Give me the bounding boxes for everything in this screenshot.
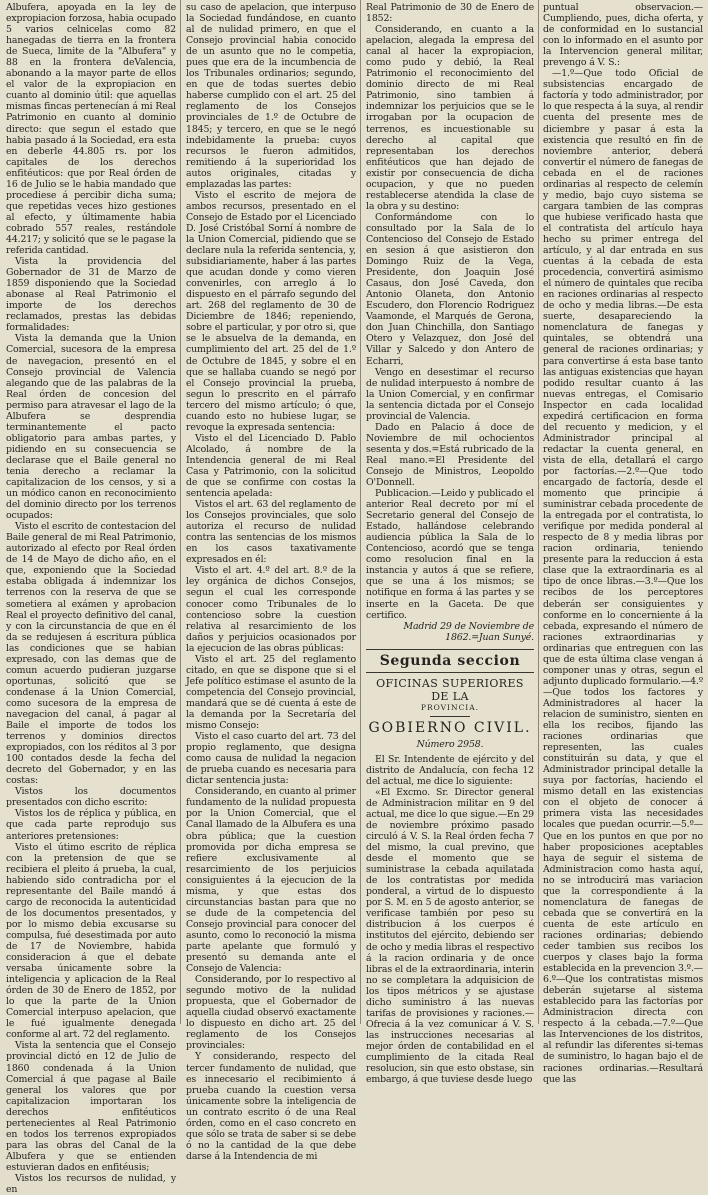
text-column-3 — [366, 2, 534, 1086]
province-label: PROVINCIA. — [420, 702, 480, 712]
paragraph: Visto el escrito de contestacion del Baile general de mi Real Patrimonio, autorizado al efecto por Real órden de 14 de Mayo de dicho año, en el que, exponiendo que la Sociedad estaba obligada á indemnizar los terrenos con la reserva de que se sometiera al exámen y aprobacion Real el proyecto definitivo del canal, y con la circunstancia de que en él da se redujesen á escritura pública las condiciones que se habian expresado, con las demas que de comun acuerdo pudieran juzgarse oportunas, solicitó que se condenase á la Union Comercial, como sucesora de la empresa de navegacion del canal, á pagar al Baile el importe de todos los terrenos y dominios directos expropiados, con los réditos al 3 por 100 contados desde la fecha del decreto del Gobernador, y en las costas: — [6, 521, 176, 787]
paragraph: puntual observacion.—Cumpliendo, pues, dicha oferta, y de conformidad en lo sustancial con lo informado en el asunto por la Intervencion general militar, prevengo á V. S.: — [543, 2, 703, 69]
paragraph: Vistos los documentos presentados con dicho escrito: — [6, 786, 176, 809]
paragraph: Vista la sentencia que el Consejo provincial dictó en 12 de Julio de 1860 condenada á la Union Comercial á que pagase al Baile general los valores que por capitalizacion importaran los derechos enfitéuticos pertenecientes al Real Patrimonio en todos los terrenos expropiados para las obras del Canal de la Albufera y que se entienden estuvieran dados en enfitéusis; — [6, 1040, 176, 1173]
paragraph: Visto el art. 25 del reglamento citado, en que se dispone que si el Jefe político estimase el asunto de la competencia del Consejo provincial, mandará que se dé cuenta á este de la demanda por la Secretaría del mismo Consejo: — [186, 653, 356, 732]
paragraph: Vistos los de réplica y pública, en que cada parte reprodujo sus anteriores pretensiones: — [6, 808, 176, 842]
paragraph: Publicacion.—Leido y publicado el anterior Real decreto por mí el Secretario general del Consejo de Estado, hallándose celebrando audiencia pública la Sala de lo Contencioso, acordó que se tenga como resolucion final en la instancia y autos á que se refiere, que se una á los mismos; se notifique en forma á las partes y se inserte en la Gaceta. De que certifico. — [366, 488, 534, 621]
paragraph: Vengo en desestimar el recurso de nulidad interpuesto á nombre de la Union Comercial, y en confirmar la sentencia dictada por el Consejo provincial de Valencia. — [366, 366, 534, 422]
column-divider — [180, 0, 181, 1024]
paragraph: Conformándome con lo consultado por la Sala de lo Contencioso del Consejo de Estado en sesion á que asistieron don Domingo Ruiz de la Vega, Presidente, don Joaquin José Casaus, don José Caveda, don Antonio Olaneta, don Antonio Escudero, don Florencio Rodriguez Vaamonde, el Marqués de Gerona, don Juan Chinchilla, don Santiago Otero y Velazquez, don José del Villar y Salcedo y don Antero de Echarri, — [366, 211, 534, 367]
paragraph: Considerando, en cuanto al primer fundamento de la nulidad propuesta por la Union Comercial, que el Canal llamado de la Albufera es una obra pública; que la cuestion promovida por dicha empresa se refiere exclusivamente al resarcimiento de los perjuicios consiguientes á la ejecucion de la misma, y que estas dos circunstancias bastan para que no se dude de la competencia del Consejo provincial para conocer del asunto, como lo reconoció la misma parte apelante que formuló y presentó su demanda ante el Consejo de Valencia: — [186, 786, 356, 975]
paragraph: Dado en Palacio á doce de Noviembre de mil ochocientos sesenta y dos.=Está rubricado de la Real mano.=El Presidente del Consejo de Ministros, Leopoldo O'Donnell. — [366, 421, 534, 489]
office-heading: OFICINAS SUPERIORES DE LA — [376, 676, 524, 703]
paragraph: «El Excmo. Sr. Director general de Administracion militar en 9 del actual, me dice lo que sigue.—En 29 de noviembre próximo pasado circuló á V. S. la Real órden fecha 7 del mismo, la cual previno, que desde el momento que se suministrase la cebada aquilatada de los contratistas por medida ponderal, a virtud de lo dispuesto por S. M. en 5 de agosto anterior, se verificase también por peso su distribucion á los cuerpos é institutos del ejército, debiendo ser de ocho y media libras el respectivo á la racion ordinaria y de once libras el de la extraordinaria, interin no se completara la adquisicion de los tipos métricos y se ajustase dicho suministro á las nuevas tarifas de provisiones y raciones.—Ofrecia á la vez comunicar á V. S. las instrucciones necesarias al mejor órden de contabilidad en el cumplimiento de la citada Real resolucion, sin que esto obstase, sin embargo, á que tuviese desde luego — [366, 786, 534, 1086]
paragraph: Visto el útimo escrito de réplica con la pretension de que se recibiera el pleito á prueba, la cual, habiendo sido contradicha por el representante del Baile mandó á cargo de reconocida la autenticidad de los documentos presentados, y por lo mismo debia excusarse su compulsa, fué desestimada por auto de 17 de Noviembre, habida consideracion á que el debate versaba únicamente sobre la inteligencia y aplicacion de la Real órden de 30 de Enero de 1852, por lo que la parte de la Union Comercial interpuso apelacion, que le fué igualmente denegada conforme al art. 72 del reglamento. — [6, 841, 176, 1041]
notice-number: Número 2958. — [416, 738, 484, 750]
text-column-4 — [543, 2, 703, 1085]
column-divider — [538, 0, 539, 1024]
section-heading: Segunda seccion — [366, 649, 534, 673]
signature-line: Madrid 29 de Noviembre de 1862.=Juan Sunyé. — [403, 620, 534, 643]
paragraph: Y considerando, respecto del tercer fundamento de nulidad, que es innecesario el recibimiento á prueba cuando la cuestion versa únicamente sobre la inteligencia de un contrato escrito ó de una Real órden, como en el caso concreto en que sólo se trata de saber si se debe ó no la cantidad de la que debe darse á la Intendencia de mi — [186, 1051, 356, 1162]
paragraph: Considerando, en cuanto a la apelacion, alegada la empresa del canal al hacer la expropiacion, como pudo y debió, la Real Patrimonio el reconocimiento del dominio directo de mi Real Patrimonio, sino tambien á indemnizar los perjuicios que se le irrogaban por la ocupacion de terrenos, es incuestionable su derecho al capital que representaban los derechos enfitéuticos que han dejado de existir por consecuencia de dicha ocupacion, y que no pueden restablecerse atendida la clase de la obra y su destino: — [366, 24, 534, 212]
paragraph: Albufera, apoyada en la ley de expropiacion forzosa, habia ocupado 5 varios celnicelas como 82 hanegadas de tierra en la frontera de Sueca, limite de la "Albufera" y 88 en la frontera deValencia, abonando a la mayor parte de ellos el valor de la expropiacion en cuanto al dominio útil: que aquellas mismas fincas pertenecían á mi Real Patrimonio en cuanto al dominio directo: que segun el estado que habia pasado á la Sociedad, era esta en deberle 44.805 rs. por los capitales de los derechos enfitéuticos: que por Real órden de 16 de Julio se le habia mandado que procediese á percibir dicha suma; que repetidas veces hizo gestiones al efecto, y últimamente habia cobrado 557 reales, restándole 44.217; y solicitó que se le pagase la referida cantidad. — [6, 2, 176, 257]
paragraph: —1.º—Que todo Oficial de subsistencias encargado de factoría y todo administrador, por lo que respecta á la suya, al rendir cuenta del presente mes de diciembre y pasar á esta la existencia que resultó en fin de noviembre anterior, deberá convertir el número de fanegas de cebada en el de raciones ordinarias al respecto de celemín y medio, bajo cuyo sistema se cargara tambien de las compras que hubiese verificado hasta que el contratista del artículo haya hecho su primer entrega del artículo, y al dar entrada en sus cuentas á la cebada de esta procedencia, convertirá asimismo el número de quintales que reciba en raciones ordinarias al respecto de ocho y media libras.—De esta suerte, desapareciendo la nomenclatura de fanegas y quintales, se obtendrá una general de raciones ordinarias; y para convertirse á esta base tanto las antiguas existencias que hayan podido resultar cuanto á las nuevas entregas, el Comisario Inspector en cada localidad expedirá certificacion en forma del recuento y medicion, y el Administrador principal al redactar la cuenta general, en vista de ella, detallará el cargo por factorías.—2.º—Que todo encargado de factoría, desde el momento que principie á suministrar cebada procedente de la entregada por el contratista, lo verifique por medida ponderal al respecto de 8 y media libras por racion ordinaria, teniendo presente para la reduccion á esta clase que la extraordinaria es al tipo de once libras.—3.º—Que los recibos de los perceptores deberán ser consiguientes y conforme en lo concerniente á la cebada, expresando el número de raciones extraordinarias y ordinarias que entreguen con las que de esta última clase vengan á componer unas y otras, segun el adjunto duplicado formulario.—4.º—Que todos los factores y Administradores al hacer la relacion de suministro, sienten en ella los recibos, fijando las raciones ordinarias que representen, las cuales constituirán su data, y que el Administrador principal detalle la suya por factorías, haciendo el mismo detall en las existencias con el objeto de conocer á primera vista las necesidades locales que puedan ocurrir.—5.º—Que en los puntos en que por no haber proposiciones aceptables haya de seguir el sistema de Administracion como hasta aquí, no se introducirá mas variacion que la correspondiente á la nomenclatura de fanegas de cebada que se convertirá en la cuenta de este artículo en raciones ordinarias; debiendo ceder tambien sus recibos los cuerpos y clases bajo la forma establecida en la prevencion 3.º.—6.º—Que los contratistas mismos deberán sujetarse al sistema establecido para las factorías por Administracion directa con respecto á la cebada.—7.º—Que las Intervenciones de los distritos, al refundir las diferentes si-temas de suministro, lo hagan bajo el de raciones ordinarias.—Resultará que las — [543, 68, 703, 1085]
divider — [430, 716, 470, 717]
text-column-2 — [186, 2, 356, 1162]
paragraph: Visto el caso cuarto del art. 73 del propio reglamento, que designa como causa de nulidad la negacion de prueba cuando es necesaria para dictar sentencia justa: — [186, 731, 356, 787]
paragraph: Vista la demanda que la Union Comercial, sucesora de la empresa de navegacion, presentó en el Consejo provincial de Valencia alegando que de las palabras de la Real órden de concesion del permiso para atravesar el lago de la Albufera se desprendia terminantemente el pacto obligatorio para ambas partes, y pidiendo en su consecuencia se declarase que el Baile general no tenia derecho a reclamar la capitalizacion de los censos, y si a un módico canon en reconocimiento del dominio directo por los terrenos ocupados: — [6, 333, 176, 522]
paragraph: Visto el art. 4.º del art. 8.º de la ley orgánica de dichos Consejos, segun el cual les corresponde conocer como Tribunales de lo contencioso sobre la cuestion relativa al resarcimiento de los daños y perjuicios ocasionados por la ejecucion de las obras públicas: — [186, 565, 356, 654]
paragraph: Visto el del Licenciado D. Pablo Alcolado, á nombre de la Intendencia general de mi Real Casa y Patrimonio, con la solicitud de que se confirme con costas la sentencia apelada: — [186, 432, 356, 500]
paragraph: El Sr. Intendente de ejército y del distrito de Andalucía, con fecha 12 del actual, me dice lo siguiente: — [366, 753, 534, 787]
paragraph: Visto el escrito de mejora de ambos recursos, presentado en el Consejo de Estado por el Licenciado D. José Cristóbal Sorní á nombre de la Union Comercial, pidiendo que se declare nula la referida sentencia, y, subsidiariamente, haber á las partes que acudan donde y como vieren convenirles, con arreglo á lo dispuesto en el párrafo segundo del art. 268 del reglamento de 30 de Diciembre de 1846; repeniendo, sobre el particular, y por otro si, que se le absuelva de la demanda, en cumplimiento del art. 25 del de 1.º de Octubre de 1845, y sobre el en que se hallaba cuando se negó por el Consejo provincial la prueba, segun lo prescrito en el párrafo tercero del mismo artículo; ó que, cuando esto no hubiese lugar, se revoque la expresada sentencia: — [186, 189, 356, 433]
paragraph: Vista la providencia del Gobernador de 31 de Marzo de 1859 disponiendo que la Sociedad abonase al Real Patrimonio el importe de los derechos reclamados, prestas las debidas formalidades: — [6, 256, 176, 334]
paragraph: Considerando, por lo respectivo al segundo motivo de la nulidad propuesta, que el Gobernador de aquella ciudad observó exactamente lo dispuesto en dicho art. 25 del reglamento de los Consejos provinciales: — [186, 974, 356, 1052]
paragraph: Vistos los recursos de nulidad, y en — [6, 1172, 176, 1195]
government-heading: GOBIERNO CIVIL. — [368, 719, 532, 736]
column-divider — [360, 0, 361, 1024]
text-column-1 — [6, 2, 176, 1195]
paragraph: Real Patrimonio de 30 de Enero de 1852: — [366, 2, 534, 25]
paragraph: Vistos el art. 63 del reglamento de los Consejos provinciales, que solo autoriza el recurso de nulidad contra las sentencias de los mismos en los casos taxativamente expresados en él: — [186, 499, 356, 566]
paragraph: su caso de apelacion, que interpuso la Sociedad fundándose, en cuanto al de nulidad primero, en que el Consejo provincial habia conocido de un asunto que no le competia, pues que era de la incumbencia de los Tribunales ordinarios; segundo, en que de todas suertes debio haberse cumplido con el art. 25 del reglamento de los Consejos provinciales de 1.º de Octubre de 1845; y tercero, en que se le negó indebidamente la prueba: cuyos recursos le fueron admitidos, remitiendo á la superioridad los autos originales, citadas y emplazadas las partes: — [186, 2, 356, 190]
